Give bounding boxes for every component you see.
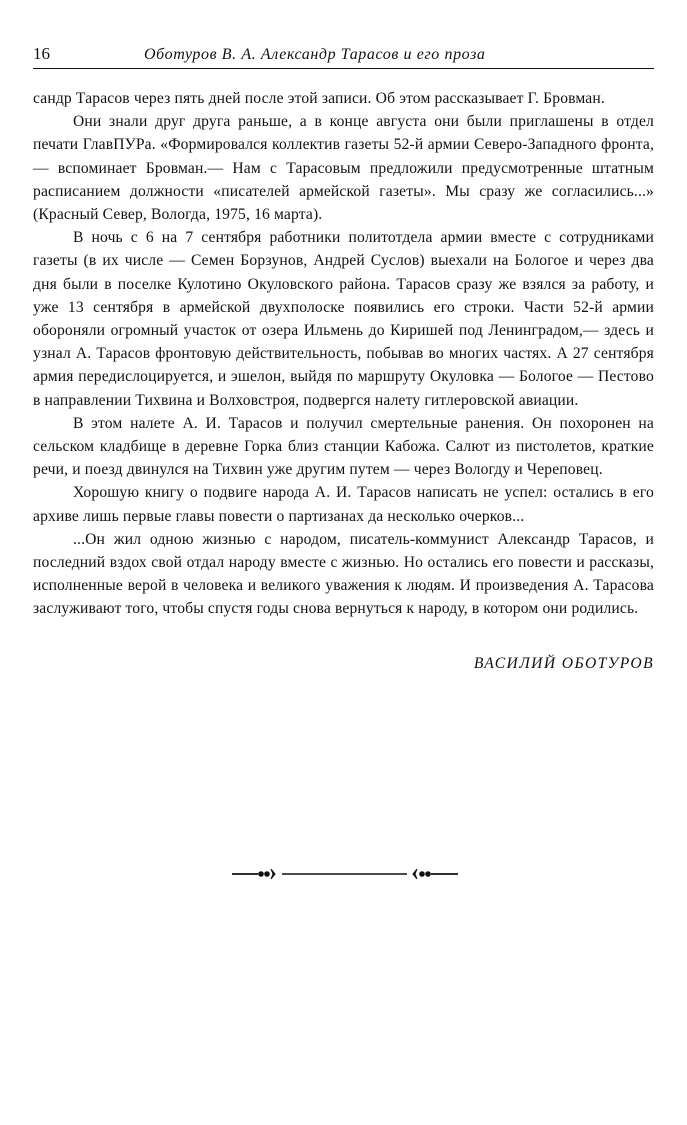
book-page <box>33 40 654 673</box>
paragraph: ...Он жил одною жизнью с народом, писатель-коммунист Александр Тарасов, и последний вздох свой отдал народу вместе с жизнью. Но остались его повести и рассказы, исполненные верой в человека и великого уважения к людям. И произведения А. Тарасова заслуживают того, чтобы спустя годы снова вернуться к народу, в котором они родились. <box>33 530 654 618</box>
paragraph: Они знали друг друга раньше, а в конце августа они были приглашены в отдел печати ГлавПУРа. «Формировался коллектив газеты 52-й армии Северо-Западного фронта,— вспоминает Бровман.— Нам с Тарасовым предложили предусмотренные штатным расписанием должности «писателей армейской газеты». Мы сразу же согласились...» (Красный Север, Вологда, 1975, 16 марта). <box>33 113 654 224</box>
article-body <box>33 87 654 621</box>
end-of-text-flourish-icon <box>230 866 460 882</box>
paragraph: Хорошую книгу о подвиге народа А. И. Тарасов написать не успел: остались в его архиве лишь первые главы повести о партизанах да несколько очерков... <box>33 484 654 525</box>
page-number: 16 <box>33 44 50 63</box>
running-head: Оботуров В. А. Александр Тарасов и его проза <box>144 46 486 63</box>
paragraph: В этом налете А. И. Тарасов и получил смертельные ранения. Он похоронен на сельском кладбище в деревне Горка близ станции Кабожа. Салют из пистолетов, краткие речи, и поезд двинулся на Тихвин уже другим путем — через Вологду и Череповец. <box>33 414 654 479</box>
author-signature: ВАСИЛИЙ ОБОТУРОВ <box>473 654 654 672</box>
page-header <box>33 40 654 69</box>
paragraph: В ночь с 6 на 7 сентября работники политотдела армии вместе с сотрудниками газеты (в их числе — Семен Борзунов, Андрей Суслов) выехали на Бологое и через два дня были в поселке Кулотино Окуловского района. Тарасов сразу же взялся за работу, и уже 13 сентября в армейской двухполоске появились его строки. Части 52-й армии обороняли огромный участок от озера Ильмень до Киришей под Ленинградом,— здесь и узнал А. Тарасов фронтовую действительность, побывав во многих частях. А 27 сентября армия передислоцируется, и эшелон, выйдя по маршруту Окуловка — Бологое — Пестово в направлении Тихвина и Волховстроя, подвергся налету гитлеровской авиации. <box>33 229 654 409</box>
paragraph: сандр Тарасов через пять дней после этой записи. Об этом рассказывает Г. Бровман. <box>33 90 605 107</box>
